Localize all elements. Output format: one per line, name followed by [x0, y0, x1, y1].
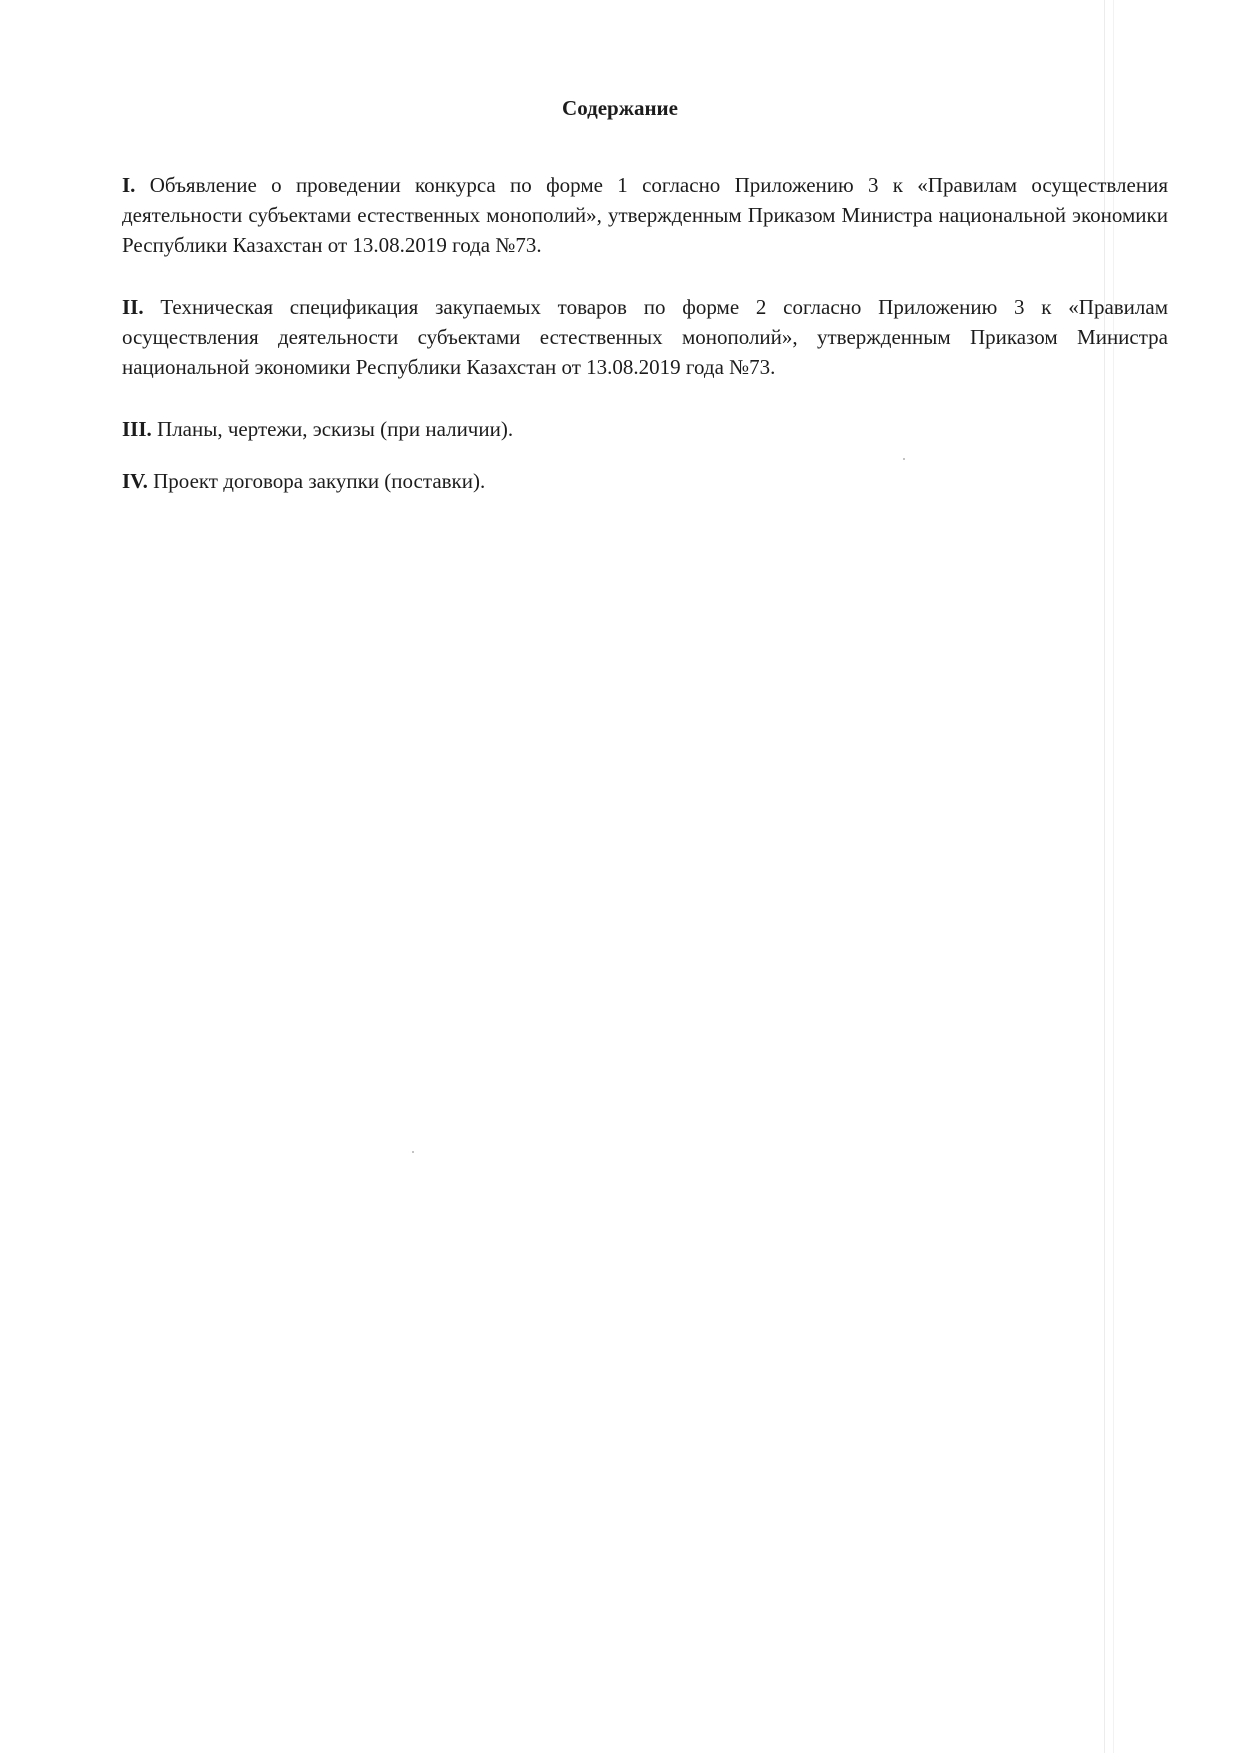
page-title: Содержание: [562, 96, 678, 120]
table-of-contents: [122, 170, 1168, 518]
toc-item: [122, 466, 1168, 496]
scan-speck: [412, 1151, 414, 1153]
toc-item-numeral: I.: [122, 173, 136, 197]
toc-item-numeral: III.: [122, 417, 152, 441]
toc-item: [122, 292, 1168, 382]
toc-item-numeral: II.: [122, 295, 144, 319]
toc-item-text: Техническая спецификация закупаемых товаров по форме 2 согласно Приложению 3 к «Правилам осуществления деятельности субъектами естественных монополий», утвержденным Приказом Министра национальной экономики Республики Казахстан от 13.08.2019 года №73.: [122, 295, 1169, 379]
toc-item-numeral: IV.: [122, 469, 148, 493]
scan-speck: [903, 458, 905, 460]
toc-item-text: Проект договора закупки (поставки).: [153, 469, 486, 493]
toc-item: [122, 170, 1168, 260]
toc-item-text: Планы, чертежи, эскизы (при наличии).: [157, 417, 514, 441]
toc-item: [122, 414, 1168, 444]
toc-item-text: Объявление о проведении конкурса по форме 1 согласно Приложению 3 к «Правилам осуществления деятельности субъектами естественных монополий», утвержденным Приказом Министра национальной экономики Республики Казахстан от 13.08.2019 года №73.: [122, 173, 1168, 257]
